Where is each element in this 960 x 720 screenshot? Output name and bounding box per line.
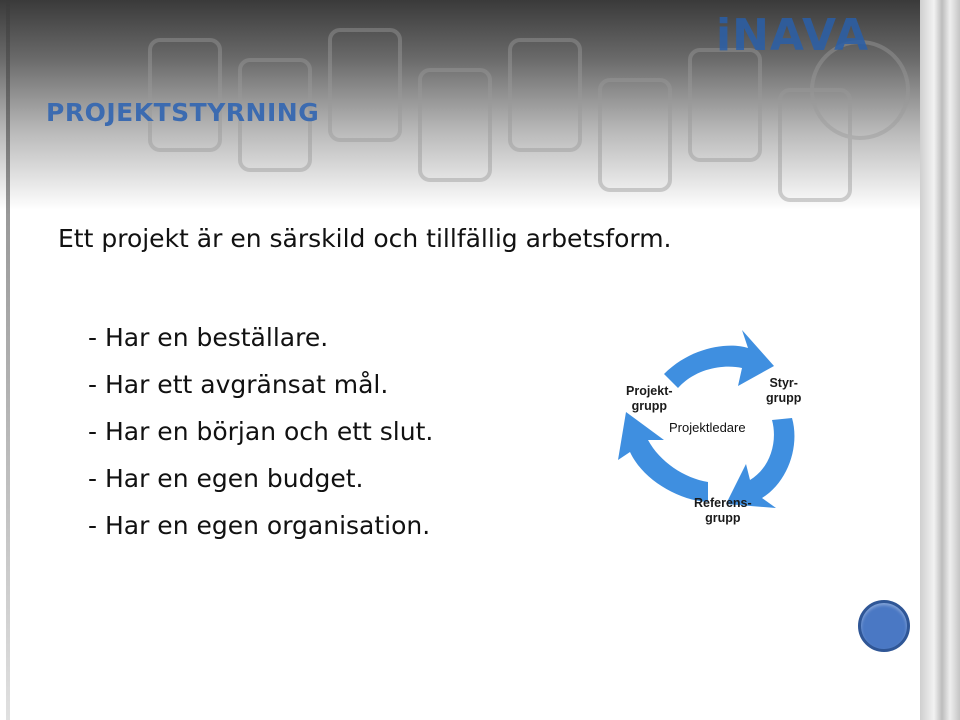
bullet-item: - Har en egen organisation. <box>88 511 431 540</box>
bullet-item: - Har ett avgränsat mål. <box>88 370 389 399</box>
bullet-list <box>88 314 433 549</box>
nav-button[interactable] <box>858 600 910 652</box>
node-label-referensgrupp: Referens- grupp <box>694 496 752 525</box>
node-label-projektgrupp: Projekt- grupp <box>626 384 673 413</box>
bullet-item: - Har en början och ett slut. <box>88 417 434 446</box>
intro-text: Ett projekt är en särskild och tillfällig arbetsform. <box>58 224 672 253</box>
cycle-arrow-top <box>664 330 774 388</box>
right-decorative-strip <box>920 0 960 720</box>
section-title: PROJEKTSTYRNING <box>46 98 320 127</box>
bullet-item: - Har en beställare. <box>88 323 329 352</box>
center-label: Projektledare <box>669 420 746 435</box>
brand-logo: iNAVA <box>716 10 870 61</box>
bullet-item: - Har en egen budget. <box>88 464 364 493</box>
left-rule <box>6 0 10 720</box>
node-label-styrgrupp: Styr- grupp <box>766 376 802 405</box>
